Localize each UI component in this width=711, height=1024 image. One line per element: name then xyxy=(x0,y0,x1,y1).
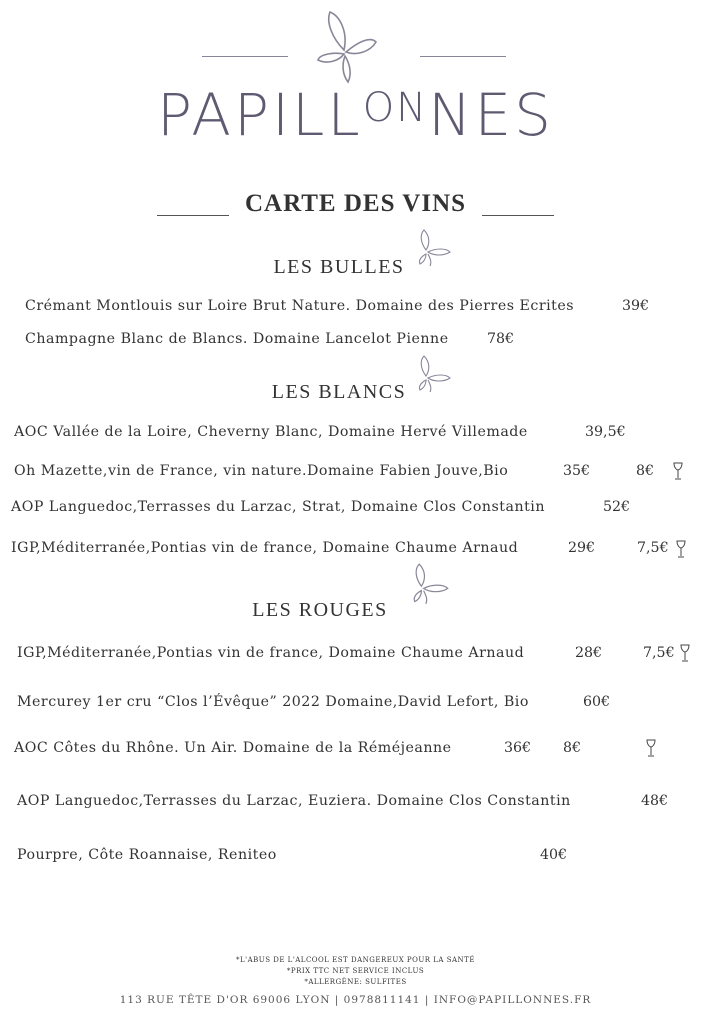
brand-name-part2: ON xyxy=(362,85,429,131)
wine-glass-icon xyxy=(673,462,683,480)
bottle-price: 29€ xyxy=(568,540,596,556)
glass-price: 7,5€ xyxy=(643,645,675,661)
logo-left-line xyxy=(202,56,288,57)
wine-name: Pourpre, Côte Roannaise, Reniteo xyxy=(17,847,277,863)
section-heading-blancs: LES BLANCS xyxy=(271,381,407,403)
wine-name: IGP,Méditerranée,Pontias vin de france, Domaine Chaume Arnaud xyxy=(17,645,525,661)
wine-glass-icon xyxy=(676,540,686,558)
wine-name: Crémant Montlouis sur Loire Brut Nature. Domaine des Pierres Ecrites xyxy=(25,298,575,314)
bottle-price: 48€ xyxy=(641,793,669,809)
footer-allergens: *ALLERGÈNE: SULFITES xyxy=(304,978,407,986)
wine-name: Mercurey 1er cru “Clos l’Évêque” 2022 Domaine,David Lefort, Bio xyxy=(17,694,529,710)
footer-prices: *PRIX TTC NET SERVICE INCLUS xyxy=(286,967,425,975)
wine-name: AOC Côtes du Rhône. Un Air. Domaine de la Réméjeanne xyxy=(14,740,452,756)
glass-price: 8€ xyxy=(563,740,582,756)
section-heading-bulles: LES BULLES xyxy=(273,256,405,278)
bottle-price: 28€ xyxy=(575,645,603,661)
bottle-price: 52€ xyxy=(603,499,631,515)
wine-name: Oh Mazette,vin de France, vin nature.Domaine Fabien Jouve,Bio xyxy=(14,463,509,479)
glass-price: 8€ xyxy=(636,463,655,479)
brand-name-part1: PAPILL xyxy=(157,81,363,149)
brand-name-part3: NES xyxy=(428,81,554,149)
bottle-price: 39€ xyxy=(622,298,650,314)
bottle-price: 60€ xyxy=(583,694,611,710)
brand-name xyxy=(0,81,711,149)
footer-address: 113 RUE TÊTE D'OR 69006 LYON | 0978811141 | INFO@PAPILLONNES.FR xyxy=(119,994,592,1006)
title-right-line xyxy=(482,215,554,216)
wine-name: AOP Languedoc,Terrasses du Larzac, Euziera. Domaine Clos Constantin xyxy=(17,793,571,809)
wine-glass-icon xyxy=(646,739,656,757)
wine-name: AOC Vallée de la Loire, Cheverny Blanc, Domaine Hervé Villemade xyxy=(14,424,528,440)
bottle-price: 78€ xyxy=(487,331,515,347)
bottle-price: 40€ xyxy=(540,847,568,863)
footer-warning: *L'ABUS DE L'ALCOOL EST DANGEREUX POUR LA SANTÉ xyxy=(236,956,475,964)
wine-name: AOP Languedoc,Terrasses du Larzac, Strat, Domaine Clos Constantin xyxy=(11,499,545,515)
page-title: CARTE DES VINS xyxy=(244,190,467,217)
glass-price: 7,5€ xyxy=(637,540,669,556)
wine-name: IGP,Méditerranée,Pontias vin de france, Domaine Chaume Arnaud xyxy=(11,540,519,556)
section-heading-rouges: LES ROUGES xyxy=(252,599,388,621)
wine-name: Champagne Blanc de Blancs. Domaine Lancelot Pienne xyxy=(25,331,449,347)
bottle-price: 35€ xyxy=(563,463,591,479)
bottle-price: 39,5€ xyxy=(585,424,626,440)
wine-glass-icon xyxy=(680,644,690,662)
bottle-price: 36€ xyxy=(504,740,532,756)
logo-right-line xyxy=(420,56,506,57)
logo-butterfly-icon xyxy=(312,8,380,84)
